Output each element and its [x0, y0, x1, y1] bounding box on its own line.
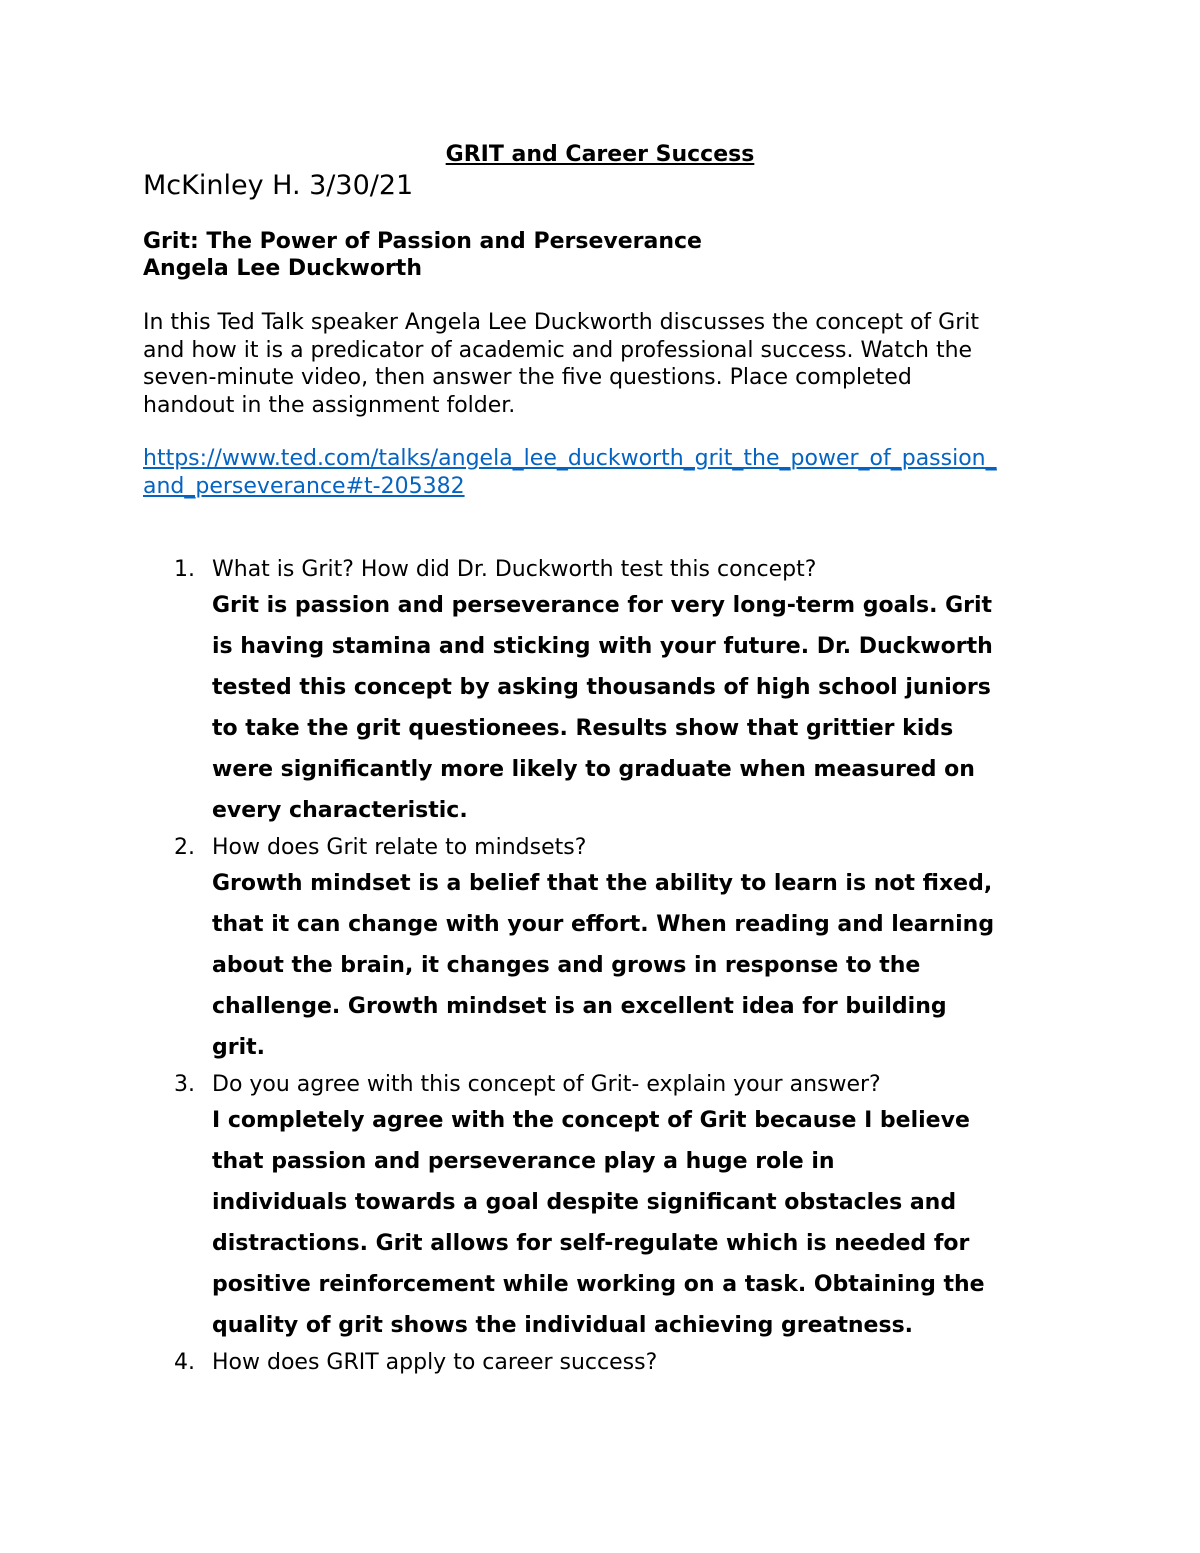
talk-speaker: Angela Lee Duckworth	[143, 256, 422, 281]
answer-line: grit.	[212, 1035, 266, 1060]
intro-paragraph	[143, 309, 1063, 419]
question-item	[0, 833, 1200, 1068]
link-line[interactable]: and_perseverance#t-205382	[143, 474, 465, 499]
answer-text	[212, 1100, 1072, 1346]
answer-line: about the brain, it changes and grows in response to the	[212, 953, 921, 978]
question-text: How does GRIT apply to career success?	[212, 1350, 658, 1375]
document-title: GRIT and Career Success	[445, 142, 755, 167]
answer-line: quality of grit shows the individual achieving greatness.	[212, 1313, 914, 1338]
answer-text	[212, 863, 1072, 1068]
question-number: 1.	[174, 557, 195, 582]
ted-talk-link[interactable]	[143, 445, 1103, 501]
talk-info	[143, 228, 702, 282]
question-text: Do you agree with this concept of Grit- explain your answer?	[212, 1072, 881, 1097]
answer-line: positive reinforcement while working on a task. Obtaining the	[212, 1272, 985, 1297]
answer-line: tested this concept by asking thousands of high school juniors	[212, 675, 991, 700]
question-list	[0, 555, 1200, 1378]
answer-line: individuals towards a goal despite significant obstacles and	[212, 1190, 957, 1215]
answer-line: I completely agree with the concept of Grit because I believe	[212, 1108, 970, 1133]
question-number: 2.	[174, 835, 195, 860]
talk-title: Grit: The Power of Passion and Perseverance	[143, 229, 702, 254]
link-line[interactable]: https://www.ted.com/talks/angela_lee_duckworth_grit_the_power_of_passion_	[143, 446, 997, 471]
answer-line: were significantly more likely to graduate when measured on	[212, 757, 975, 782]
question-text: What is Grit? How did Dr. Duckworth test this concept?	[212, 557, 817, 582]
intro-line: seven-minute video, then answer the five questions. Place completed	[143, 365, 912, 390]
answer-line: challenge. Growth mindset is an excellent idea for building	[212, 994, 947, 1019]
answer-line: every characteristic.	[212, 798, 468, 823]
answer-line: that passion and perseverance play a huge role in	[212, 1149, 835, 1174]
question-item	[0, 555, 1200, 831]
intro-line: In this Ted Talk speaker Angela Lee Duckworth discusses the concept of Grit	[143, 310, 979, 335]
answer-line: distractions. Grit allows for self-regulate which is needed for	[212, 1231, 970, 1256]
question-item	[0, 1070, 1200, 1346]
answer-line: is having stamina and sticking with your future. Dr. Duckworth	[212, 634, 993, 659]
answer-line: Growth mindset is a belief that the ability to learn is not fixed,	[212, 871, 993, 896]
question-number: 3.	[174, 1072, 195, 1097]
answer-text	[212, 585, 1072, 831]
intro-line: handout in the assignment folder.	[143, 392, 516, 418]
intro-line: and how it is a predicator of academic and professional success. Watch the	[143, 337, 973, 363]
answer-line: to take the grit questionees. Results show that grittier kids	[212, 716, 954, 741]
question-number: 4.	[174, 1350, 195, 1375]
author-date-line: McKinley H. 3/30/21	[143, 170, 414, 201]
question-item	[0, 1348, 1200, 1378]
answer-line: that it can change with your effort. When reading and learning	[212, 912, 995, 937]
answer-line: Grit is passion and perseverance for very long-term goals. Grit	[212, 593, 993, 618]
question-text: How does Grit relate to mindsets?	[212, 835, 587, 860]
